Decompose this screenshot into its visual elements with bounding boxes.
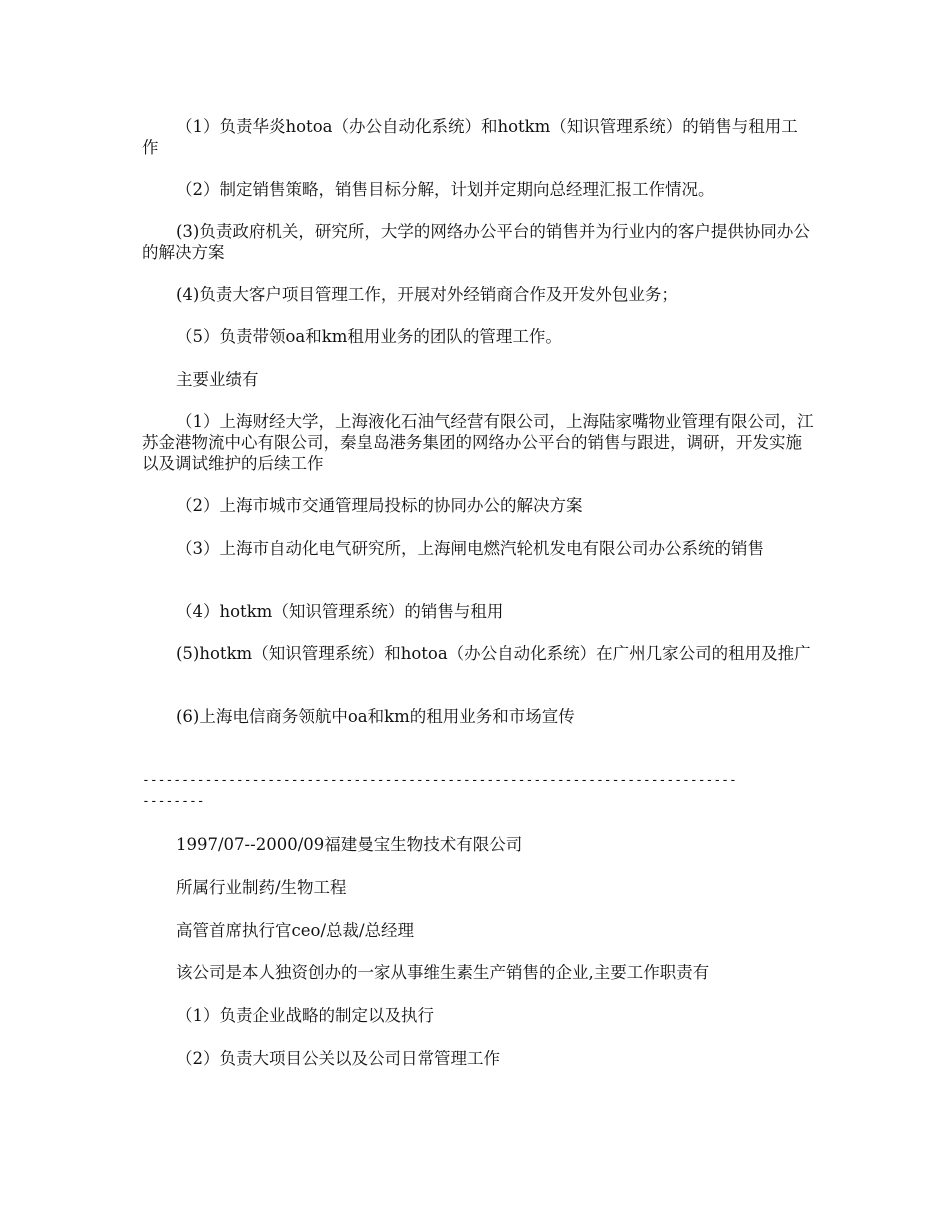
paragraph-achievements-heading: 主要业绩有	[176, 370, 259, 389]
paragraph-duty-1: （1）负责华炎hotoa（办公自动化系统）和hotkm（知识管理系统）的销售与租用工作	[142, 117, 798, 157]
paragraph-achievement-2: （2）上海市城市交通管理局投标的协同办公的解决方案	[176, 496, 583, 515]
separator-rule-continued: --------	[142, 794, 205, 809]
paragraph-job-title: 高管首席执行官ceo/总裁/总经理	[176, 921, 415, 940]
paragraph-duty-5: （5）负责带领oa和km租用业务的团队的管理工作。	[176, 327, 562, 346]
paragraph-achievement-4: （4）hotkm（知识管理系统）的销售与租用	[176, 602, 504, 621]
paragraph-job-duty-1: （1）负责企业战略的制定以及执行	[176, 1006, 434, 1025]
paragraph-job-industry: 所属行业制药/生物工程	[176, 878, 347, 897]
paragraph-duty-3: (3)负责政府机关，研究所，大学的网络办公平台的销售并为行业内的客户提供协同办公的解决方案	[142, 222, 810, 262]
paragraph-job-description: 该公司是本人独资创办的一家从事维生素生产销售的企业,主要工作职责有	[176, 963, 710, 982]
paragraph-duty-2: （2）制定销售策略，销售目标分解，计划并定期向总经理汇报工作情况。	[176, 180, 715, 199]
paragraph-job-duty-2: （2）负责大项目公关以及公司日常管理工作	[176, 1049, 500, 1068]
paragraph-duty-4: (4)负责大客户项目管理工作，开展对外经销商合作及开发外包业务；	[176, 285, 678, 304]
paragraph-achievement-6: (6)上海电信商务领航中oa和km的租用业务和市场宣传	[176, 707, 575, 726]
paragraph-achievement-5: (5)hotkm（知识管理系统）和hotoa（办公自动化系统）在广州几家公司的租用及推广	[176, 644, 811, 663]
paragraph-achievement-3: （3）上海市自动化电气研究所，上海闸电燃汽轮机发电有限公司办公系统的销售	[176, 539, 764, 558]
paragraph-job-period-company: 1997/07--2000/09福建曼宝生物技术有限公司	[176, 835, 523, 854]
paragraph-achievement-1: （1）上海财经大学，上海液化石油气经营有限公司，上海陆家嘴物业管理有限公司，江苏金港物流中心有限公司，秦皇岛港务集团的网络办公平台的销售与跟进，调研，开发实施以及调试维护的后续工作	[142, 412, 814, 473]
separator-rule: ----------------------------------------------------------------------------	[142, 773, 737, 788]
